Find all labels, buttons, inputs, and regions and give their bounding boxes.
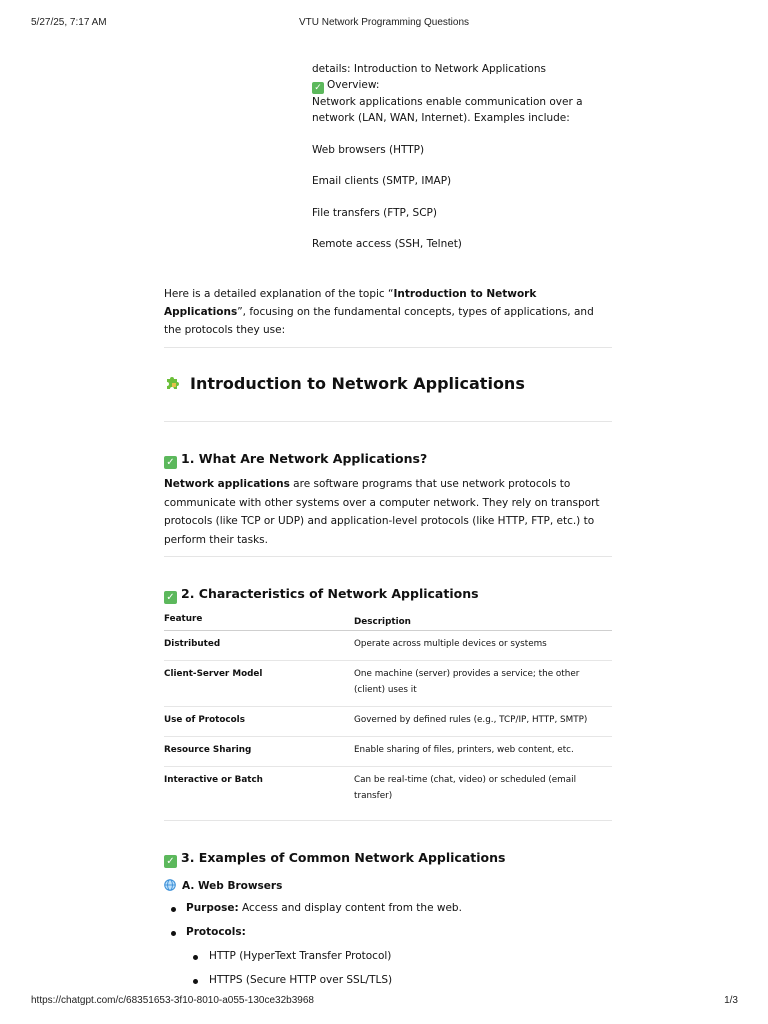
section1-heading	[164, 450, 612, 469]
divider	[164, 421, 612, 422]
intro-bold: Introduction to Network Applications	[164, 288, 537, 318]
print-header	[0, 17, 768, 31]
overview-label: Overview:	[327, 79, 380, 91]
table-header-description: Description	[354, 617, 411, 627]
user-message-desc: Network applications enable communication over a network (LAN, WAN, Internet). Examples include:	[312, 96, 583, 124]
divider	[164, 347, 612, 348]
purpose-text: Access and display content from the web.	[238, 902, 462, 914]
list-item	[186, 900, 462, 916]
section1-text: are software programs that use network protocols to communicate with other systems over a computer network. They rely on transport protocols (like TCP or UDP) and application-level protocols (like HTTP, FTP, etc.) to perform their tasks.	[164, 478, 600, 546]
user-message-line1: details: Introduction to Network Applications	[312, 63, 546, 75]
section3-heading	[164, 849, 612, 868]
section3-title: 3. Examples of Common Network Applications	[181, 850, 506, 865]
subsection-web-browsers	[164, 878, 282, 894]
intro-paragraph	[164, 285, 612, 339]
protocol-item: HTTPS (Secure HTTP over SSL/TLS)	[209, 974, 393, 986]
table-cell-description: Enable sharing of files, printers, web content, etc.	[354, 745, 574, 755]
divider	[164, 820, 612, 821]
section2-title: 2. Characteristics of Network Applications	[181, 586, 479, 601]
section2-heading	[164, 585, 612, 604]
example-item: Remote access (SSH, Telnet)	[312, 238, 462, 250]
main-heading-text: Introduction to Network Applications	[190, 374, 525, 393]
protocols-label: Protocols:	[186, 926, 246, 938]
puzzle-piece-icon	[164, 375, 181, 392]
protocol-item: HTTP (HyperText Transfer Protocol)	[209, 950, 392, 962]
section1-paragraph	[164, 475, 612, 549]
print-url: https://chatgpt.com/c/68351653-3f10-8010-a055-130ce32b3968	[31, 995, 314, 1006]
check-mark-icon: ✓	[164, 855, 177, 868]
print-datetime: 5/27/25, 7:17 AM	[31, 17, 107, 28]
intro-pre: Here is a detailed explanation of the topic “	[164, 288, 394, 300]
check-mark-icon: ✓	[312, 82, 324, 94]
globe-icon	[164, 879, 176, 891]
intro-post: ”, focusing on the fundamental concepts, types of applications, and the protocols they use:	[164, 306, 594, 336]
bullet-dot	[193, 955, 198, 960]
table-row	[164, 631, 612, 661]
overview-line	[312, 77, 602, 94]
table-cell-feature: Resource Sharing	[164, 745, 252, 755]
table-cell-description: Can be real-time (chat, video) or scheduled (email transfer)	[354, 775, 577, 801]
print-page-number: 1/3	[724, 995, 738, 1006]
subsection-title: A. Web Browsers	[182, 880, 283, 892]
example-item: File transfers (FTP, SCP)	[312, 206, 437, 219]
table-row	[164, 737, 612, 767]
bullet-dot	[193, 979, 198, 984]
divider	[164, 556, 612, 557]
table-cell-description: One machine (server) provides a service; the other (client) uses it	[354, 669, 580, 695]
table-header-row	[164, 610, 612, 631]
bullet-dot	[171, 907, 176, 912]
example-item: Web browsers (HTTP)	[312, 143, 425, 156]
print-footer	[0, 995, 768, 1009]
table-cell-feature: Client-Server Model	[164, 669, 263, 679]
table-cell-description: Operate across multiple devices or systems	[354, 639, 547, 649]
print-title: VTU Network Programming Questions	[298, 17, 470, 28]
table-cell-feature: Interactive or Batch	[164, 775, 263, 785]
list-item	[186, 924, 246, 940]
section1-title: 1. What Are Network Applications?	[181, 451, 428, 466]
table-cell-description: Governed by defined rules (e.g., TCP/IP, HTTP, SMTP)	[354, 715, 588, 725]
check-mark-icon: ✓	[164, 591, 177, 604]
user-message	[312, 61, 602, 252]
table-row	[164, 767, 612, 801]
table-cell-feature: Distributed	[164, 639, 221, 649]
example-item: Email clients (SMTP, IMAP)	[312, 175, 452, 187]
check-mark-icon: ✓	[164, 456, 177, 469]
bullet-dot	[171, 931, 176, 936]
purpose-label: Purpose:	[186, 902, 239, 914]
section1-bold: Network applications	[164, 478, 290, 490]
characteristics-table	[164, 610, 612, 801]
table-cell-feature: Use of Protocols	[164, 715, 245, 725]
main-heading	[164, 373, 612, 395]
table-row	[164, 661, 612, 707]
table-row	[164, 707, 612, 737]
table-header-feature: Feature	[164, 614, 203, 624]
